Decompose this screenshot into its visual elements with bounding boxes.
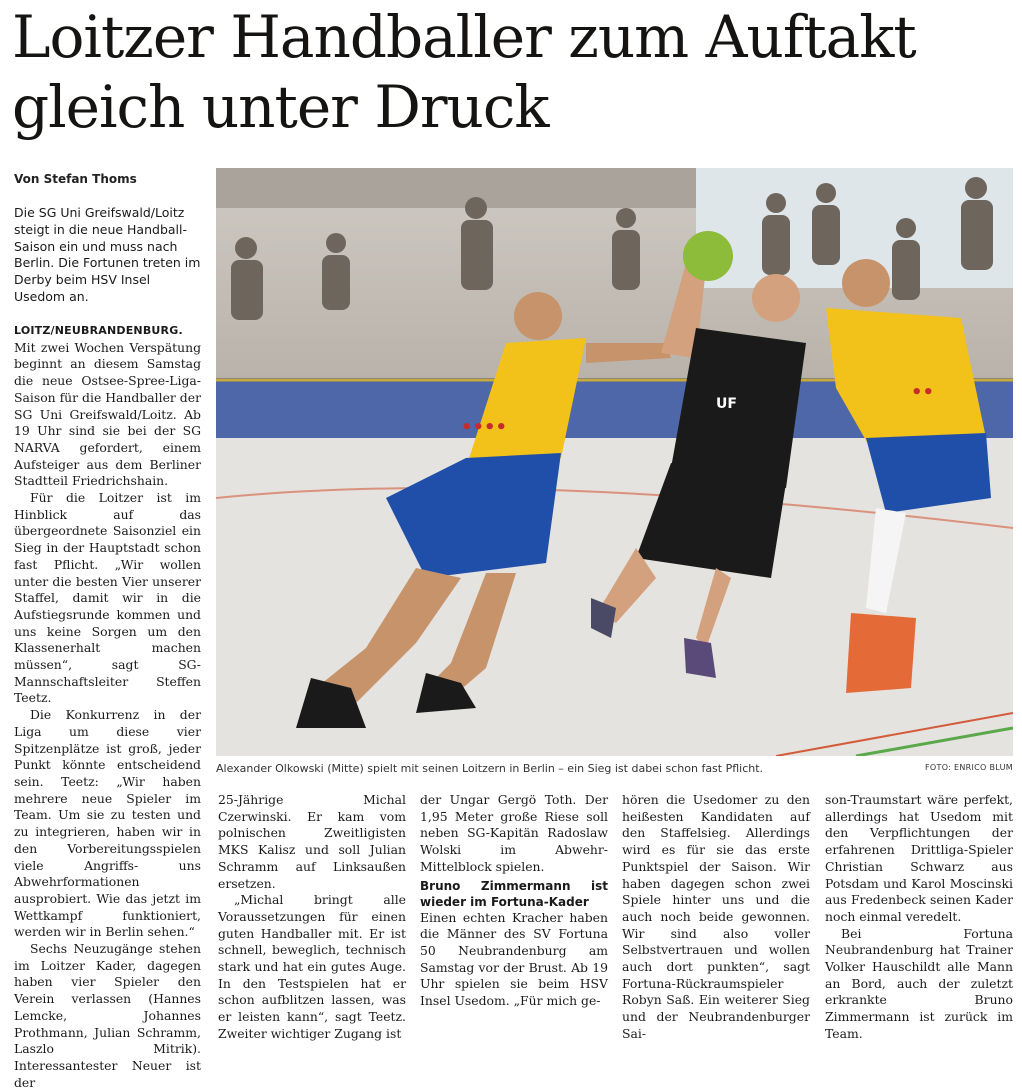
photo-credit: FOTO: ENRICO BLUM	[925, 763, 1013, 772]
byline: Von Stefan Thoms	[14, 172, 137, 186]
paragraph: „Michal bringt alle Voraussetzungen für einen guten Handballer mit. Er ist schnell, beweglich, technisch stark und hat ein gutes Auge. In den Testspielen hat er schon aufblitzen lassen, was er leisten kann“, sagt Teetz. Zweiter wichtiger Zugang ist	[218, 892, 406, 1041]
dateline: LOITZ/NEUBRANDENBURG.	[14, 324, 183, 337]
paragraph: Bei Fortuna Neubrandenburg hat Trainer Volker Hauschildt alle Mann an Bord, auch der zuletzt erkrankte Bruno Zimmermann ist zurück im Team.	[825, 925, 1013, 1041]
paragraph: Sechs Neuzugänge stehen im Loitzer Kader, dagegen haben vier Spieler den Verein verlassen (Hannes Lemcke, Johannes Prothmann, Julian Schramm, Laszlo Mitrik). Interessantester Neuer ist der	[14, 941, 201, 1090]
handball-scene-image	[216, 168, 1013, 756]
paragraph: son-Traumstart wäre perfekt, allerdings hat Usedom mit den Verpflichtungen der erfahrenen Drittliga-Spieler Christian Schwarz aus Potsdam und Karol Moscinski aus Fredenbeck seinen Kader noch einmal veredelt.	[825, 792, 1013, 924]
article-column-1	[14, 322, 201, 1091]
paragraph: hören die Usedomer zu den heißesten Kandidaten auf den Staffelsieg. Allerdings wird es für sie das erste Punktspiel der Saison. Wir haben dagegen schon zwei Spiele hinter uns und die auch noch beide gewonnen. Wir sind also voller Selbstvertrauen und wollen auch dort punkten“, sagt Fortuna-Rückraumspieler Robyn Saß. Ein weiterer Sieg und der Neubrandenburger Sai-	[622, 792, 810, 1041]
paragraph: Die Konkurrenz in der Liga um diese vier Spitzenplätze ist groß, jeder Punkt könnte entscheidend sein. Teetz: „Wir haben mehrere neue Spieler im Team. Um sie zu testen und zu integrieren, haben wir in den Vorbereitungsspielen viele Angriffs- uns Abwehrformationen ausprobiert. Wie das jetzt im Wettkampf funktioniert, werden wir in Berlin sehen.“	[14, 707, 201, 940]
svg-text:UF: UF	[716, 396, 737, 412]
article-column-4	[622, 792, 810, 1043]
svg-text:••••: ••••	[461, 417, 508, 438]
caption-text: Alexander Olkowski (Mitte) spielt mit seinen Loitzern in Berlin – ein Sieg ist dabei schon fast Pflicht.	[216, 762, 764, 775]
paragraph: Für die Loitzer ist im Hinblick auf das übergeordnete Saisonziel ein Sieg in der Hauptstadt schon fast Pflicht. „Wir wollen unter die besten Vier unserer Staffel, damit wir in die Aufstiegsrunde kommen und uns keine Sorgen um den Klassenerhalt machen müssen“, sagt SG-Mannschaftsleiter Steffen Teetz.	[14, 490, 201, 706]
article-photo	[216, 168, 1013, 756]
subheading: Bruno Zimmermann ist wieder im Fortuna-Kader	[420, 878, 608, 909]
paragraph: LOITZ/NEUBRANDENBURG. Mit zwei Wochen Verspätung beginnt an diesem Samstag die neue Ostsee-Spree-Liga-Saison für die Handballer der SG Uni Greifswald/Loitz. Ab 19 Uhr sind sie bei der SG NARVA gefordert, einem Aufsteiger aus dem Berliner Stadtteil Friedrichshain.	[14, 324, 201, 489]
svg-text:••: ••	[911, 382, 935, 403]
teaser: Die SG Uni Greifswald/Loitz steigt in die neue Handball-Saison ein und muss nach Berlin. Die Fortunen treten im Derby beim HSV Insel Usedom an.	[14, 205, 201, 304]
article-column-3	[420, 792, 608, 1010]
paragraph: Einen echten Kracher haben die Männer des SV Fortuna 50 Neubrandenburg am Samstag vor der Brust. Ab 19 Uhr spielen sie beim HSV Insel Usedom. „Für mich ge-	[420, 909, 608, 1009]
paragraph: der Ungar Gergö Toth. Der 1,95 Meter große Riese soll neben SG-Kapitän Radoslaw Wolski im Abwehr-Mittelblock spielen.	[420, 792, 608, 874]
paragraph: 25-Jährige Michal Czerwinski. Er kam vom polnischen Zweitligisten MKS Kalisz und soll Julian Schramm auf Linksaußen ersetzen.	[218, 792, 406, 891]
article-column-2	[218, 792, 406, 1043]
article-column-5	[825, 792, 1013, 1043]
photo-caption	[216, 762, 1013, 775]
headline: Loitzer Handballer zum Auftakt gleich unter Druck	[12, 3, 916, 141]
